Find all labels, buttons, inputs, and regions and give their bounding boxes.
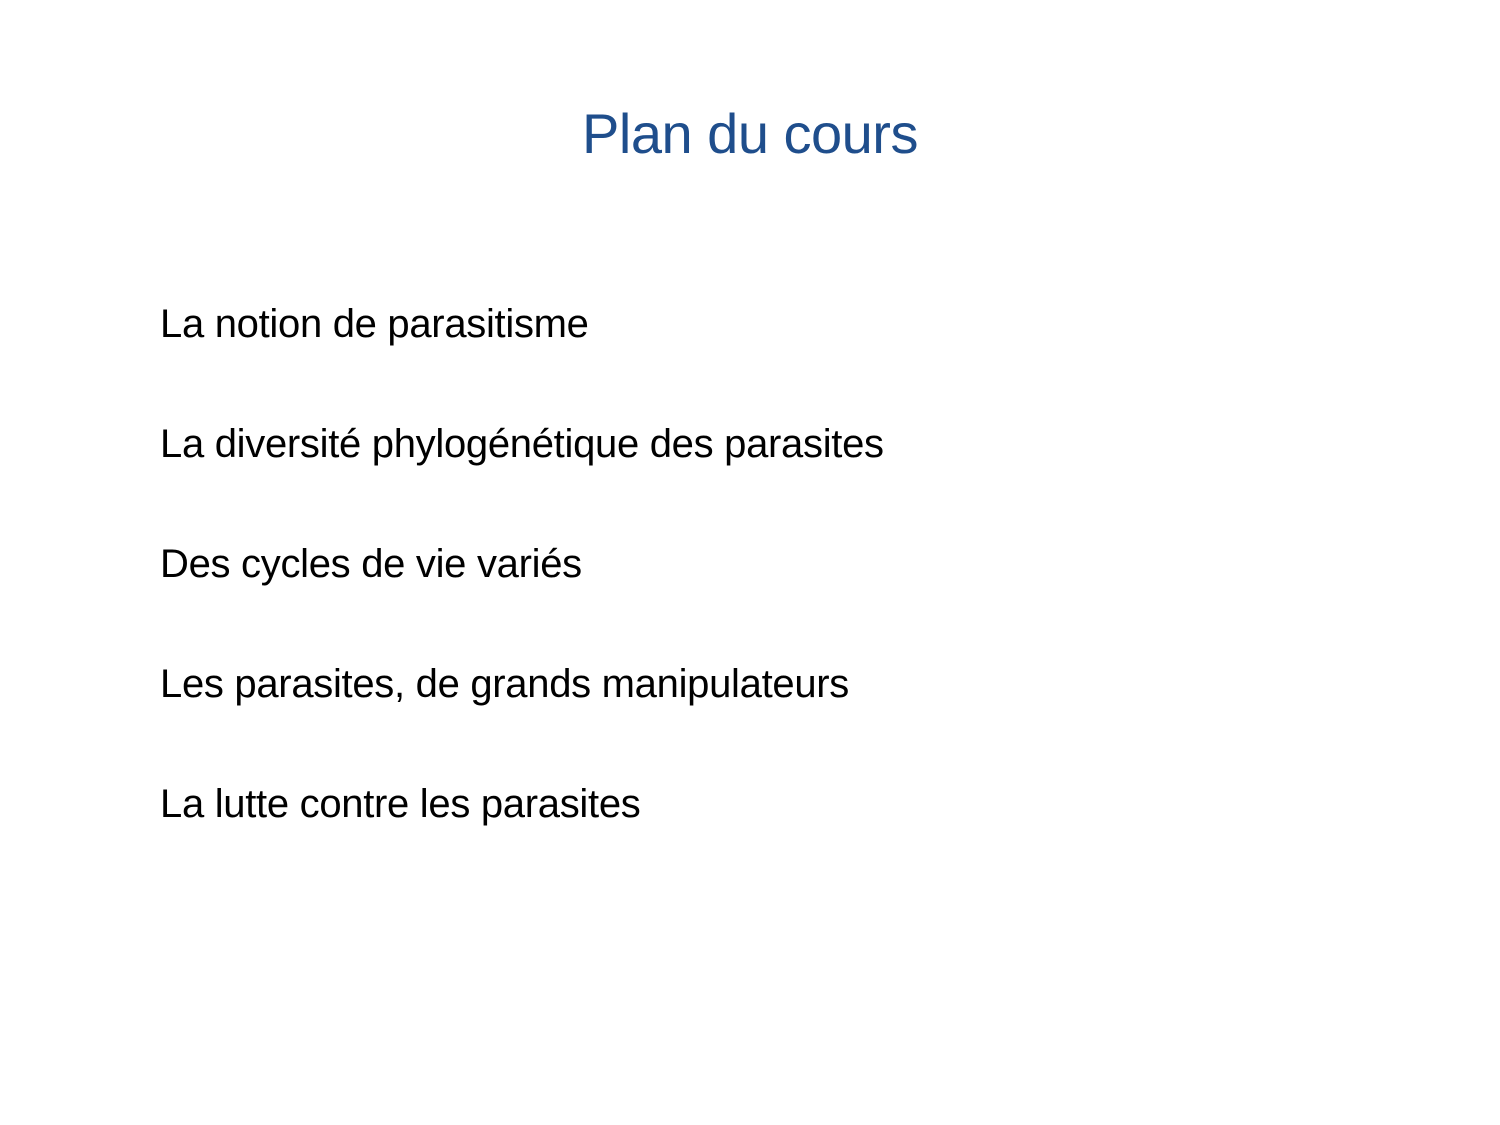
outline-item: La notion de parasitisme <box>160 302 589 346</box>
outline-item: Les parasites, de grands manipulateurs <box>160 662 850 706</box>
outline-item: La diversité phylogénétique des parasites <box>160 422 884 466</box>
outline-item: La lutte contre les parasites <box>160 782 641 826</box>
course-outline-list <box>160 296 884 896</box>
slide-title: Plan du cours <box>582 102 918 165</box>
outline-item: Des cycles de vie variés <box>160 542 582 586</box>
